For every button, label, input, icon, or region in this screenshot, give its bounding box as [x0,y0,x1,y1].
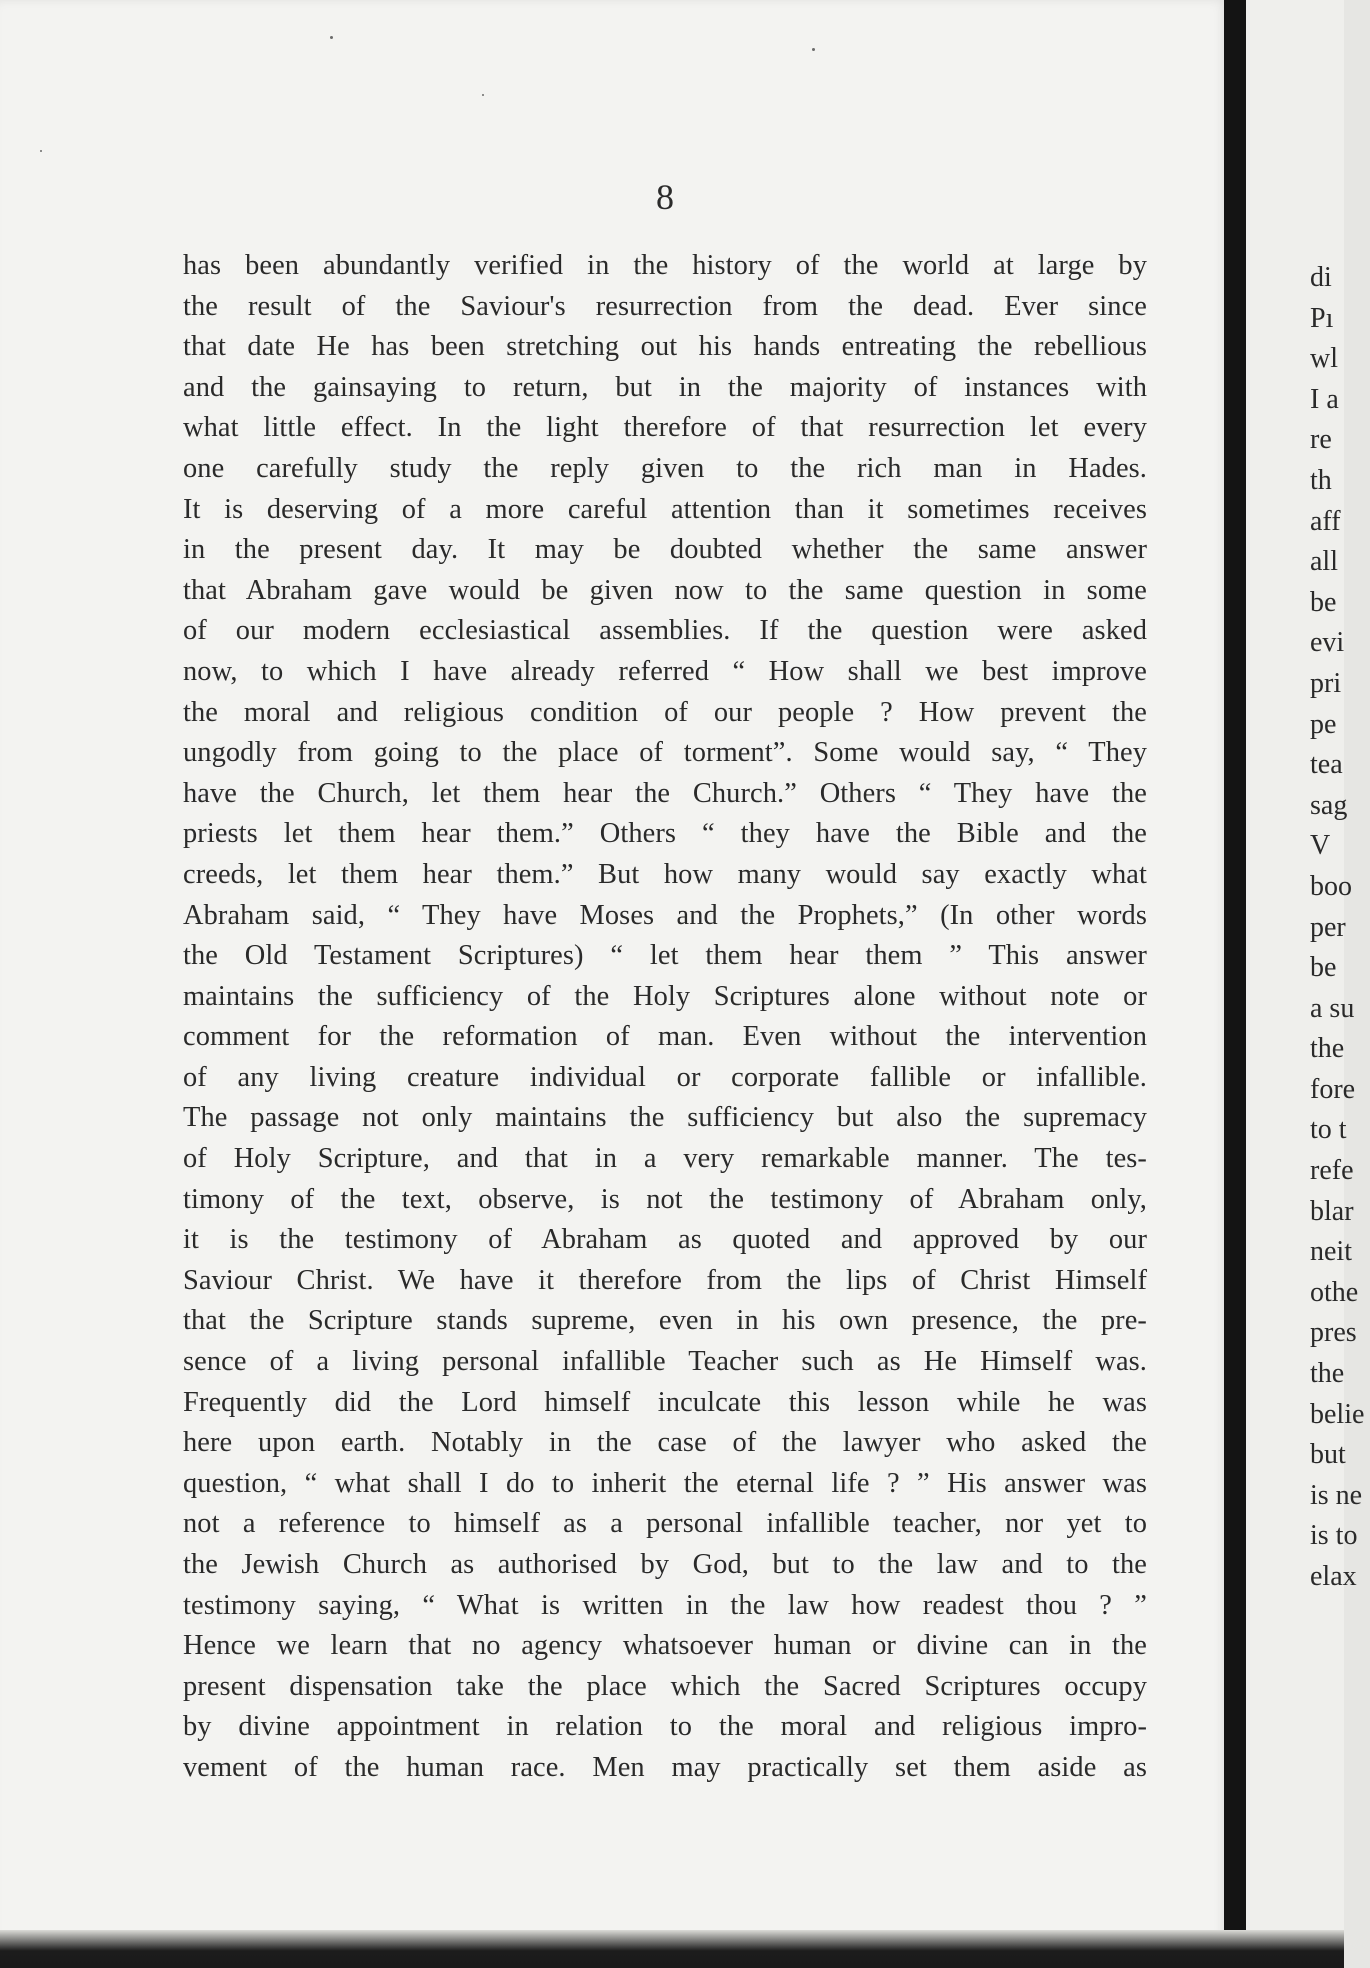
cropped-text-fragment: aff [1310,505,1341,537]
cropped-text-fragment: neit [1310,1236,1352,1268]
page-number: 8 [656,177,674,217]
text-line: It is deserving of a more careful attention than it sometimes receives [183,493,1147,525]
text-line: creeds, let them hear them.” But how many would say exactly what [183,858,1147,890]
text-line: comment for the reformation of man. Even without the intervention [183,1021,1147,1053]
cropped-text-fragment: sag [1310,789,1348,821]
text-line: what little effect. In the light therefore of that resurrection let every [183,412,1147,444]
scan-bottom-edge [0,1930,1344,1968]
text-line: not a reference to himself as a personal infallible teacher, nor yet to [183,1508,1147,1540]
cropped-text-fragment: blar [1310,1195,1354,1227]
text-line: priests let them hear them.” Others “ they have the Bible and the [183,818,1147,850]
text-line: sence of a living personal infallible Teacher such as He Himself was. [183,1346,1147,1378]
cropped-text-fragment: is ne [1310,1479,1363,1511]
text-line: of Holy Scripture, and that in a very remarkable manner. The tes- [183,1143,1147,1175]
text-line: now, to which I have already referred “ How shall we best improve [183,655,1147,687]
text-line: that the Scripture stands supreme, even in his own presence, the pre- [183,1305,1147,1337]
text-line: present dispensation take the place which the Sacred Scriptures occupy [183,1670,1147,1702]
text-line: one carefully study the reply given to the rich man in Hades. [183,452,1147,484]
text-line: has been abundantly verified in the history of the world at large by [183,250,1147,281]
text-line: testimony saying, “ What is written in the law how readest thou ? ” [183,1589,1147,1621]
cropped-text-fragment: elax [1310,1561,1357,1592]
text-line: have the Church, let them hear the Church.” Others “ They have the [183,777,1147,809]
cropped-text-fragment: be [1310,586,1337,618]
cropped-text-fragment: othe [1310,1276,1359,1308]
right-page-cropped-text [1310,258,1370,1598]
text-line: the result of the Saviour's resurrection from the dead. Ever since [183,290,1147,322]
text-line: ungodly from going to the place of torment”. Some would say, “ They [183,737,1147,769]
left-page-body-text [183,246,1147,1789]
cropped-text-fragment: di [1310,262,1332,293]
text-line: in the present day. It may be doubted whether the same answer [183,534,1147,566]
scan-speck [330,36,333,39]
text-line: of our modern ecclesiastical assemblies. If the question were asked [183,615,1147,647]
text-line: it is the testimony of Abraham as quoted and approved by our [183,1224,1147,1256]
cropped-text-fragment: the [1310,1033,1345,1065]
text-line: timony of the text, observe, is not the testimony of Abraham only, [183,1183,1147,1215]
cropped-text-fragment: I a [1310,383,1339,415]
text-line: that Abraham gave would be given now to the same question in some [183,574,1147,606]
cropped-text-fragment: pe [1310,708,1337,740]
cropped-text-fragment: but [1310,1439,1346,1471]
cropped-text-fragment: Pı [1310,302,1334,334]
cropped-text-fragment: all [1310,546,1338,578]
text-line: Saviour Christ. We have it therefore from the lips of Christ Himself [183,1264,1147,1296]
text-line: maintains the sufficiency of the Holy Scriptures alone without note or [183,980,1147,1012]
text-line: the Old Testament Scriptures) “ let them hear them ” This answer [183,940,1147,972]
text-line: that date He has been stretching out his hands entreating the rebellious [183,331,1147,363]
cropped-text-fragment: evi [1310,627,1345,659]
text-line: here upon earth. Notably in the case of the lawyer who asked the [183,1427,1147,1459]
cropped-text-fragment: belie [1310,1398,1365,1430]
text-line: the Jewish Church as authorised by God, but to the law and to the [183,1549,1147,1580]
text-line: Hence we learn that no agency whatsoever human or divine can in the [183,1630,1147,1662]
cropped-text-fragment: pres [1310,1317,1357,1349]
cropped-text-fragment: re [1310,424,1332,456]
cropped-text-fragment: th [1310,464,1332,496]
cropped-text-fragment: is to [1310,1520,1358,1552]
scan-speck [482,94,484,96]
text-line: vement of the human race. Men may practically set them aside as [183,1751,1147,1783]
scan-speck [40,150,42,152]
cropped-text-fragment: a su [1310,992,1355,1024]
cropped-text-fragment: to t [1310,1114,1347,1146]
cropped-text-fragment: tea [1310,749,1343,781]
text-line: question, “ what shall I do to inherit the eternal life ? ” His answer was [183,1467,1147,1499]
cropped-text-fragment: be [1310,952,1337,984]
text-line: of any living creature individual or corporate fallible or infallible. [183,1061,1147,1093]
text-line: and the gainsaying to return, but in the majority of instances with [183,371,1147,403]
text-line: Abraham said, “ They have Moses and the Prophets,” (In other words [183,899,1147,931]
cropped-text-fragment: per [1310,911,1346,943]
scan-speck [812,48,815,51]
text-line: The passage not only maintains the sufficiency but also the supremacy [183,1102,1147,1134]
right-page [1246,0,1365,1968]
cropped-text-fragment: refe [1310,1155,1354,1187]
text-line: Frequently did the Lord himself inculcate this lesson while he was [183,1386,1147,1418]
text-line: the moral and religious condition of our people ? How prevent the [183,696,1147,728]
cropped-text-fragment: pri [1310,667,1342,699]
book-gutter [1224,0,1246,1968]
cropped-text-fragment: fore [1310,1073,1356,1105]
text-line: by divine appointment in relation to the moral and religious impro- [183,1711,1147,1743]
cropped-text-fragment: boo [1310,870,1352,902]
cropped-text-fragment: the [1310,1358,1345,1390]
cropped-text-fragment: wl [1310,343,1338,375]
cropped-text-fragment: V [1310,830,1331,862]
